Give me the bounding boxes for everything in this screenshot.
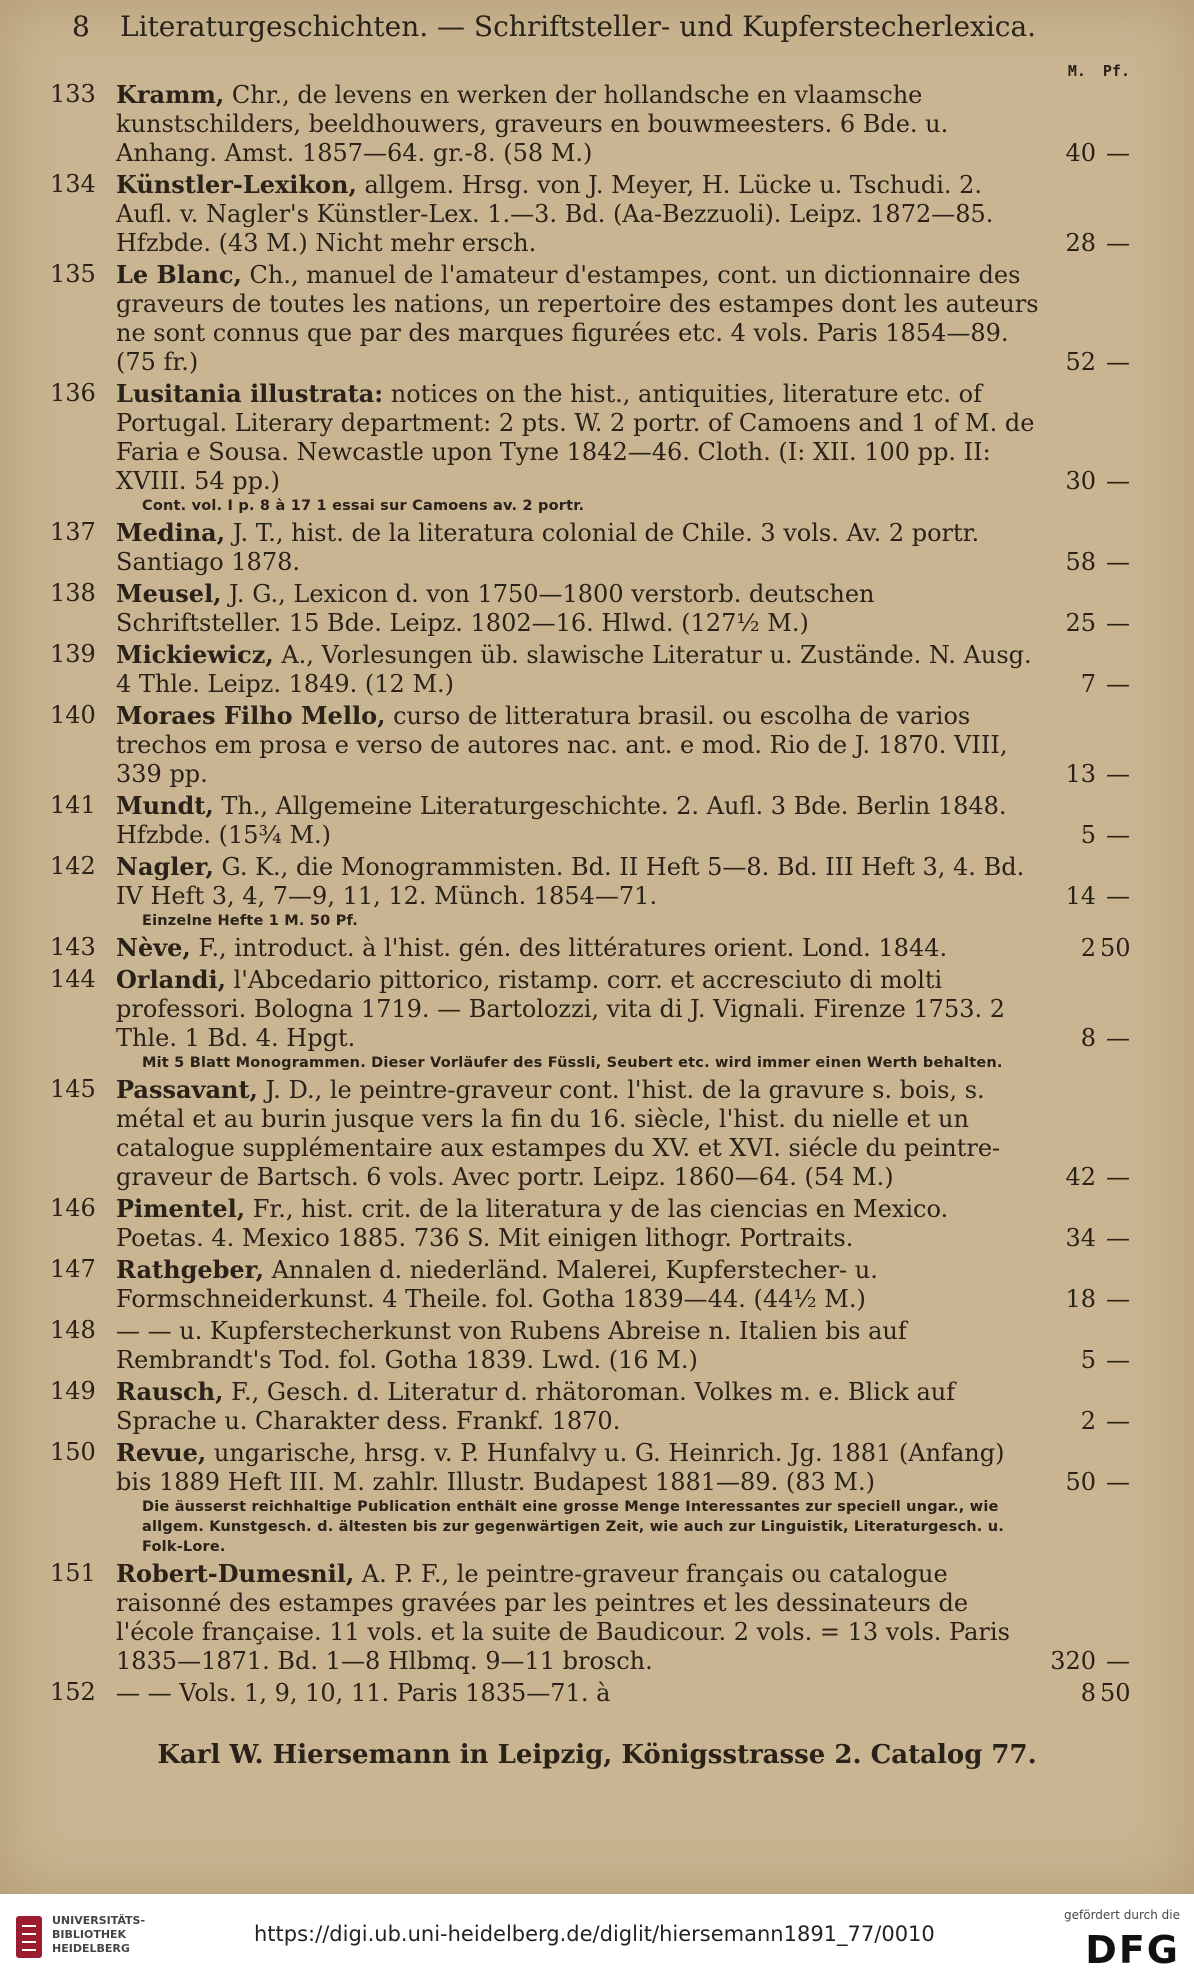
price-marks: 8: [1080, 1024, 1096, 1052]
entry-body: [116, 852, 1042, 931]
entry-price: [1050, 670, 1130, 699]
entry-body: [116, 965, 1042, 1073]
price-pfennig: —: [1106, 1024, 1130, 1052]
entry-price: [1050, 760, 1130, 789]
entry-body: [116, 170, 1042, 258]
entry-body: [116, 933, 1042, 963]
catalog-entry: [50, 260, 1130, 377]
price-pfennig: —: [1106, 548, 1130, 576]
catalog-entry: [50, 1438, 1130, 1557]
entry-description: [116, 1255, 1042, 1314]
price-marks: 40: [1065, 139, 1096, 167]
entry-description: [116, 1075, 1042, 1192]
entry-number: 149: [50, 1377, 96, 1405]
entry-author: Nève,: [116, 933, 191, 962]
entry-description: [116, 791, 1042, 850]
price-marks: 14: [1065, 882, 1096, 910]
entry-body: [116, 1559, 1042, 1676]
entry-title-text: Chr., de levens en werken der hollandsche en vlaamsche kunstschilders, beeldhouwers, graveurs en bouwmeesters. 6 Bde. u. Anhang. Amst. 1857—64. gr.-8. (58 M.): [116, 81, 949, 167]
entry-body: [116, 1678, 1042, 1708]
entry-body: [116, 379, 1042, 516]
running-title: Literaturgeschichten. — Schriftsteller- und Kupferstecherlexica.: [120, 10, 1037, 43]
entry-description: [116, 1678, 1042, 1708]
price-pfennig: —: [1106, 1647, 1130, 1675]
catalog-entry: [50, 852, 1130, 931]
entry-title-text: Th., Allgemeine Literaturgeschichte. 2. Aufl. 3 Bde. Berlin 1848. Hfzbde. (15¾ M.): [116, 792, 1007, 849]
entry-author: Mickiewicz,: [116, 640, 274, 669]
entry-author: Pimentel,: [116, 1194, 246, 1223]
entry-body: [116, 1075, 1042, 1192]
price-marks: 42: [1065, 1163, 1096, 1191]
price-marks: 18: [1065, 1285, 1096, 1313]
entry-number: 145: [50, 1075, 96, 1103]
catalog-entry: [50, 1678, 1130, 1708]
entry-price: [1050, 934, 1130, 963]
price-marks: 28: [1065, 229, 1096, 257]
entry-description: [116, 933, 1042, 963]
page-number: 8: [72, 10, 90, 43]
entry-title-text: J. G., Lexicon d. von 1750—1800 verstorb. deutschen Schriftsteller. 15 Bde. Leipz. 1802—16. Hlwd. (127½ M.): [116, 580, 875, 637]
entry-price: [1050, 229, 1130, 258]
price-pfennig: —: [1106, 760, 1130, 788]
library-name: UNIVERSITÄTS- BIBLIOTHEK HEIDELBERG: [52, 1914, 146, 1955]
entry-description: [116, 1316, 1042, 1375]
entry-description: [116, 1559, 1042, 1676]
price-pfennig: —: [1106, 609, 1130, 637]
entry-title-text: notices on the hist., antiquities, literature etc. of Portugal. Literary department: 2 pts. W. 2 portr. of Camoens and 1 of M. de Faria e Sousa. Newcastle upon Tyne 1842—46. Cloth. (I: XII. 100 pp. II: XVIII. 54 pp.): [116, 380, 1035, 495]
entry-number: 140: [50, 701, 96, 729]
entry-body: [116, 579, 1042, 638]
entry-number: 139: [50, 640, 96, 668]
entry-description: [116, 701, 1042, 789]
entry-title-text: A. P. F., le peintre-graveur français ou catalogue raisonné des estampes gravées par les peintres et les dessinateurs de l'école française. 11 vols. et la suite de Baudicour. 2 vols. = 13 vols. Paris 1835—1871. Bd. 1—8 Hlbmq. 9—11 brosch.: [116, 1560, 1010, 1675]
entry-price: [1050, 882, 1130, 911]
entry-title-text: J. T., hist. de la literatura colonial de Chile. 3 vols. Av. 2 portr. Santiago 1878.: [116, 519, 980, 576]
entry-author: Robert-Dumesnil,: [116, 1559, 355, 1588]
entry-price: [1050, 609, 1130, 638]
price-pfennig: —: [1106, 882, 1130, 910]
entry-price: [1050, 1163, 1130, 1192]
entry-title-text: allgem. Hrsg. von J. Meyer, H. Lücke u. Tschudi. 2. Aufl. v. Nagler's Künstler-Lex. 1.—3. Bd. (Aa-Bezzuoli). Leipz. 1872—85. Hfzbde. (43 M.) Nicht mehr ersch.: [116, 171, 994, 257]
catalog-entry: [50, 965, 1130, 1073]
entry-number: 142: [50, 852, 96, 880]
entry-number: 151: [50, 1559, 96, 1587]
price-marks: 13: [1065, 760, 1096, 788]
price-pfennig: —: [1106, 229, 1130, 257]
entry-author: Revue,: [116, 1438, 207, 1467]
entry-description: [116, 260, 1042, 377]
entry-number: 143: [50, 933, 96, 961]
price-marks: 30: [1065, 467, 1096, 495]
catalog-entry: [50, 170, 1130, 258]
entry-body: [116, 1438, 1042, 1557]
entry-price: [1050, 1679, 1130, 1708]
running-head: [72, 10, 1062, 43]
entry-note: Mit 5 Blatt Monogrammen. Dieser Vorläufer des Füssli, Seubert etc. wird immer einen Werth behalten.: [142, 1055, 1003, 1071]
price-marks: 50: [1065, 1468, 1096, 1496]
entry-author: Passavant,: [116, 1075, 258, 1104]
entry-title-text: J. D., le peintre-graveur cont. l'hist. de la gravure s. bois, s. métal et au burin jusque vers la fin du 16. siècle, l'hist. du nielle et un catalogue supplémentaire aux estampes du XV. et XVI. siécle du peintre-graveur de Bartsch. 6 vols. Avec portr. Leipz. 1860—64. (54 M.): [116, 1076, 1001, 1191]
catalog-entry: [50, 1194, 1130, 1253]
entry-title-text: G. K., die Monogrammisten. Bd. II Heft 5—8. Bd. III Heft 3, 4. Bd. IV Heft 3, 4, 7—9, 11, 12. Münch. 1854—71.: [116, 853, 1025, 910]
entry-price: [1050, 821, 1130, 850]
price-pfennig: —: [1106, 1285, 1130, 1313]
entry-description: [116, 80, 1042, 168]
entry-title-text: Annalen d. niederländ. Malerei, Kupferstecher- u. Formschneiderkunst. 4 Theile. fol. Gotha 1839—44. (44½ M.): [116, 1256, 878, 1313]
catalog-entry: [50, 701, 1130, 789]
entry-author: Mundt,: [116, 791, 214, 820]
digitization-footer: [0, 1894, 1194, 1982]
entry-author: Kramm,: [116, 80, 225, 109]
entry-body: [116, 80, 1042, 168]
price-marks: 34: [1065, 1224, 1096, 1252]
entry-number: 134: [50, 170, 96, 198]
entry-note: Die äusserst reichhaltige Publication enthält eine grosse Menge Interessantes zur speciell ungar., wie allgem. Kunstgesch. d. ältesten bis zur gegenwärtigen Zeit, wie auch zur Linguistik, Literaturgesch. u. Folk-Lore.: [142, 1499, 1004, 1555]
entry-number: 146: [50, 1194, 96, 1222]
entry-author: Meusel,: [116, 579, 222, 608]
entry-price: [1050, 1407, 1130, 1436]
entry-title-text: curso de litteratura brasil. ou escolha de varios trechos em prosa e verso de autores nac. ant. e mod. Rio de J. 1870. VIII, 339 pp.: [116, 702, 1008, 788]
entry-description: [116, 965, 1042, 1053]
entry-description: [116, 170, 1042, 258]
funder-label: gefördert durch die: [1064, 1908, 1180, 1922]
entry-number: 136: [50, 379, 96, 407]
entry-number: 138: [50, 579, 96, 607]
publisher-footer: Karl W. Hiersemann in Leipzig, Königsstrasse 2. Catalog 77.: [157, 1740, 1037, 1770]
catalog-entry: [50, 579, 1130, 638]
price-marks: 5: [1080, 1346, 1096, 1374]
entry-price: [1050, 1346, 1130, 1375]
entry-author: Moraes Filho Mello,: [116, 701, 386, 730]
entry-price: [1050, 548, 1130, 577]
entry-number: 152: [50, 1678, 96, 1706]
dfg-logo: DFG: [1085, 1928, 1180, 1972]
entry-number: 141: [50, 791, 96, 819]
catalog-entry: [50, 379, 1130, 516]
price-marks: 320: [1050, 1647, 1096, 1675]
price-marks: 58: [1065, 548, 1096, 576]
entry-author: Rathgeber,: [116, 1255, 264, 1284]
entry-number: 135: [50, 260, 96, 288]
entry-description: [116, 1438, 1042, 1497]
entry-description: [116, 1194, 1042, 1253]
entry-title-text: — — u. Kupferstecherkunst von Rubens Abreise n. Italien bis auf Rembrandt's Tod. fol. Gotha 1839. Lwd. (16 M.): [116, 1317, 907, 1374]
price-pfennig: —: [1106, 1224, 1130, 1252]
entry-author: Künstler-Lexikon,: [116, 170, 357, 199]
entry-description: [116, 640, 1042, 699]
entry-note: Cont. vol. I p. 8 à 17 1 essai sur Camoens av. 2 portr.: [142, 498, 585, 514]
catalog-entry: [50, 1316, 1130, 1375]
entry-title-text: — — Vols. 1, 9, 10, 11. Paris 1835—71. à: [116, 1679, 611, 1707]
entry-body: [116, 791, 1042, 850]
entry-body: [116, 1316, 1042, 1375]
entry-title-text: F., introduct. à l'hist. gén. des littératures orient. Lond. 1844.: [190, 934, 948, 962]
price-marks: 25: [1065, 609, 1096, 637]
price-marks: 2: [1080, 934, 1096, 962]
entry-price: [1050, 1024, 1130, 1053]
price-marks: 2: [1080, 1407, 1096, 1435]
price-pfennig: —: [1106, 821, 1130, 849]
entry-price: [1050, 1468, 1130, 1497]
entry-number: 133: [50, 80, 96, 108]
price-marks: 5: [1080, 821, 1096, 849]
price-pfennig: —: [1106, 1468, 1130, 1496]
price-marks: 8: [1080, 1679, 1096, 1707]
entry-price: [1050, 1285, 1130, 1314]
entry-description: [116, 518, 1042, 577]
price-pfennig: —: [1106, 670, 1130, 698]
entry-body: [116, 1255, 1042, 1314]
entry-price: [1050, 467, 1130, 496]
entry-author: Lusitania illustrata:: [116, 379, 384, 408]
entry-author: Nagler,: [116, 852, 214, 881]
entry-number: 148: [50, 1316, 96, 1344]
price-pfennig: —: [1106, 348, 1130, 376]
entry-description: [116, 579, 1042, 638]
catalog-entry: [50, 1255, 1130, 1314]
entry-author: Medina,: [116, 518, 226, 547]
entry-title-text: Ch., manuel de l'amateur d'estampes, cont. un dictionnaire des graveurs de toutes les nations, un repertoire des estampes dont les auteurs ne sont connus que par des marques figurées etc. 4 vols. Paris 1854—89. (75 fr.): [116, 261, 1039, 376]
entry-body: [116, 518, 1042, 577]
catalog-entry: [50, 791, 1130, 850]
entry-author: Rausch,: [116, 1377, 224, 1406]
catalog-entry: [50, 1559, 1130, 1676]
entry-body: [116, 640, 1042, 699]
price-column-header: M. Pf.: [1067, 62, 1130, 80]
entry-price: [1050, 1224, 1130, 1253]
price-pfennig: —: [1106, 1407, 1130, 1435]
price-pfennig: —: [1106, 139, 1130, 167]
entry-price: [1050, 139, 1130, 168]
price-marks: 7: [1080, 670, 1096, 698]
price-marks: 52: [1065, 348, 1096, 376]
entry-description: [116, 379, 1042, 496]
entry-author: Orlandi,: [116, 965, 226, 994]
entry-price: [1050, 348, 1130, 377]
price-pfennig: —: [1106, 1163, 1130, 1191]
entry-number: 150: [50, 1438, 96, 1466]
catalog-entries: [50, 80, 1130, 1710]
catalog-entry: [50, 933, 1130, 963]
catalog-entry: [50, 518, 1130, 577]
entry-title-text: Fr., hist. crit. de la literatura y de las ciencias en Mexico. Poetas. 4. Mexico 1885. 736 S. Mit einigen lithogr. Portraits.: [116, 1195, 949, 1252]
catalog-entry: [50, 80, 1130, 168]
price-pfennig: —: [1106, 1346, 1130, 1374]
entry-title-text: F., Gesch. d. Literatur d. rhätoroman. Volkes m. e. Blick auf Sprache u. Charakter dess. Frankf. 1870.: [116, 1378, 956, 1435]
entry-author: Le Blanc,: [116, 260, 242, 289]
university-library-logo-icon: [14, 1912, 44, 1962]
entry-title-text: ungarische, hrsg. v. P. Hunfalvy u. G. Heinrich. Jg. 1881 (Anfang) bis 1889 Heft III. M. zahlr. Illustr. Budapest 1881—89. (83 M.): [116, 1439, 1005, 1496]
catalog-entry: [50, 640, 1130, 699]
entry-title-text: l'Abcedario pittorico, ristamp. corr. et accresciuto di molti professori. Bologna 1719. — Bartolozzi, vita di J. Vignali. Firenze 1753. 2 Thle. 1 Bd. 4. Hpgt.: [116, 966, 1006, 1052]
entry-price: [1050, 1647, 1130, 1676]
entry-note: Einzelne Hefte 1 M. 50 Pf.: [142, 913, 358, 929]
entry-description: [116, 1377, 1042, 1436]
permalink[interactable]: https://digi.ub.uni-heidelberg.de/diglit/hiersemann1891_77/0010: [254, 1922, 935, 1946]
price-pfennig: —: [1106, 467, 1130, 495]
entry-body: [116, 260, 1042, 377]
entry-body: [116, 1194, 1042, 1253]
entry-description: [116, 852, 1042, 911]
entry-title-text: A., Vorlesungen üb. slawische Literatur u. Zustände. N. Ausg. 4 Thle. Leipz. 1849. (12 M.): [116, 641, 1032, 698]
entry-number: 137: [50, 518, 96, 546]
catalog-entry: [50, 1377, 1130, 1436]
entry-number: 144: [50, 965, 96, 993]
price-pfennig: 50: [1100, 1679, 1131, 1707]
entry-body: [116, 1377, 1042, 1436]
entry-body: [116, 701, 1042, 789]
price-pfennig: 50: [1100, 934, 1131, 962]
catalog-entry: [50, 1075, 1130, 1192]
entry-number: 147: [50, 1255, 96, 1283]
